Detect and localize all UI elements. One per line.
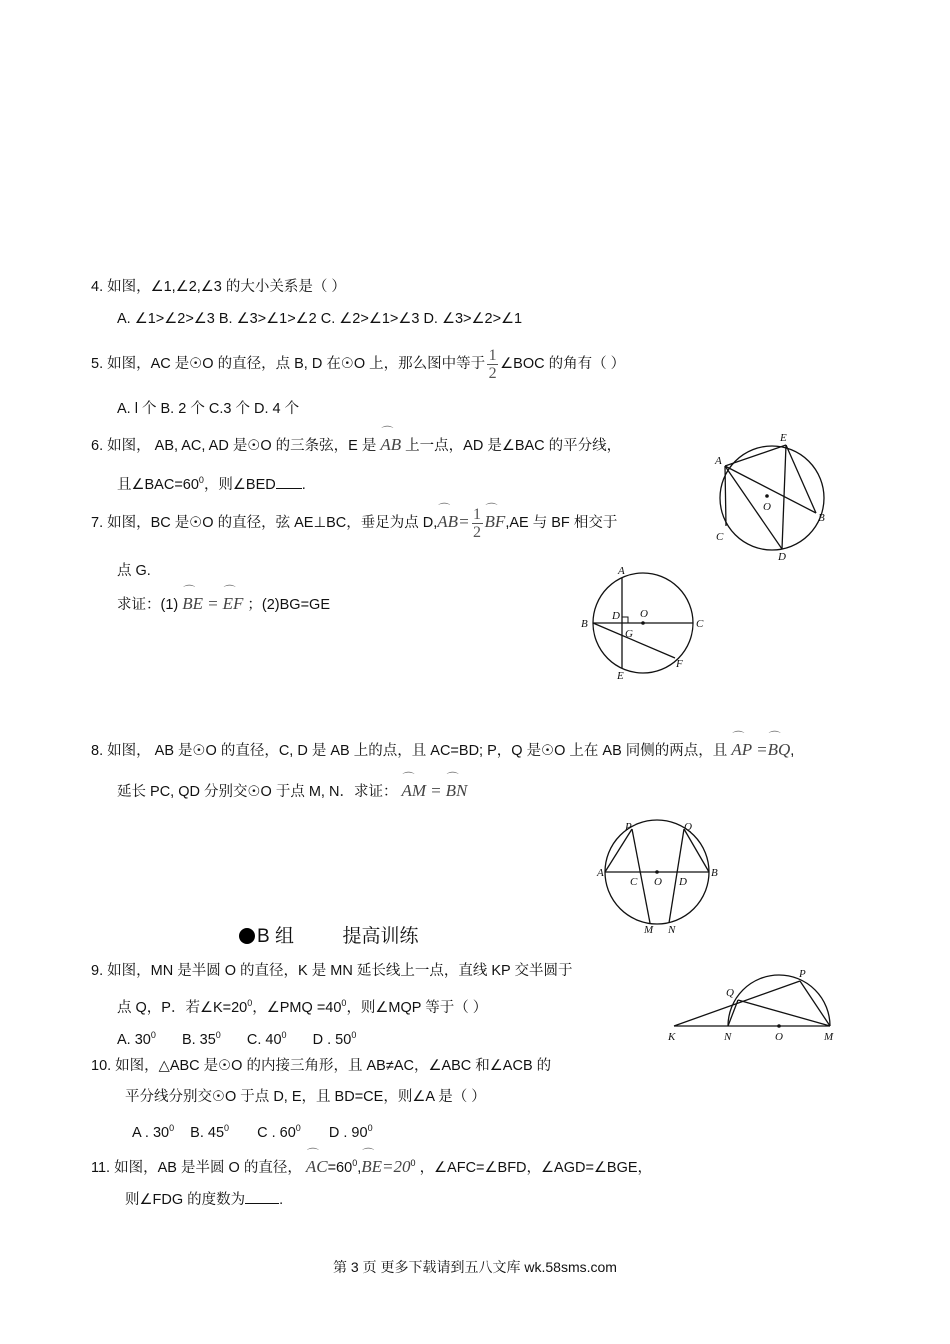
- q7-equals: =: [458, 512, 470, 531]
- q11-stem-c: ，∠AFC=∠BFD，∠AGD=∠BGE，: [419, 1159, 653, 1176]
- q9-line2-c: ，则∠MQP 等于（ ）: [346, 999, 488, 1016]
- q10-opt-d: D . 90: [328, 1124, 368, 1141]
- q9-stem: 9. 如图，MN 是半圆 O 的直径，K 是 MN 延长线上一点，直线 KP 交半圆于: [91, 963, 573, 979]
- page-footer: 第 3 页 更多下载请到五八文库 wk.58sms.com: [333, 1259, 617, 1275]
- q9-degree-2: 0: [341, 998, 347, 1008]
- q9-figure: [662, 962, 842, 1046]
- q11-degree-2: 0: [410, 1158, 416, 1168]
- q7-center-dot: [641, 621, 645, 625]
- q5-frac-den: 2: [488, 364, 497, 382]
- q8-line2-a: 延长 PC, QD 分别交☉O 于点 M, N．求证：: [117, 784, 398, 800]
- q6-chord-ad: [725, 466, 782, 549]
- q8-center-dot: [655, 870, 659, 874]
- q8-figure: [594, 818, 724, 936]
- q5-options: A. l 个 B. 2 个 C.3 个 D. 4 个: [117, 401, 300, 417]
- q5-stem: [91, 344, 625, 384]
- q8-label-p: P: [625, 821, 632, 833]
- q7-frac-num: 1: [473, 505, 482, 523]
- q7-right-angle: [622, 617, 628, 623]
- q7-label-f: F: [676, 658, 683, 670]
- q10-line2: 平分线分别交☉O 于点 D, E，且 BD=CE，则∠A 是（ ）: [125, 1089, 486, 1105]
- q7-arc-ef: ⌒ EF: [223, 594, 244, 614]
- q9-line2-b: ，∠PMQ =40: [252, 999, 342, 1016]
- q7-label-e: E: [617, 670, 624, 682]
- q11-stem: 11. 如图，AB 是半圆 O 的直径， ⌒ $AC=60^0,⌒$ $BE=20^0$ ，∠AFC=∠BFD，∠AGD=∠BGE，: [91, 1153, 652, 1178]
- q6-answer-blank[interactable]: [276, 474, 302, 489]
- q7-prove: [117, 594, 330, 615]
- q6-line2: [117, 470, 306, 495]
- q10-opt-a: A . 30: [132, 1124, 170, 1141]
- q8-label-q: Q: [684, 821, 692, 833]
- q10-opt-a-degree: 0: [169, 1123, 175, 1133]
- q9-semicircle: [728, 975, 830, 1026]
- q7-arc-bf: ⌒ BF: [485, 502, 506, 542]
- q7-equals-2: =: [207, 594, 219, 613]
- q7-chord-bf: [593, 623, 675, 658]
- q9-opt-c-degree: 0: [281, 1030, 287, 1040]
- q5-frac-num: 1: [488, 346, 497, 364]
- q11-line2: [125, 1189, 283, 1210]
- q7-arc-ab: ⌒ AB: [437, 502, 458, 542]
- q9-opt-d-degree: 0: [351, 1030, 357, 1040]
- q9-label-o: O: [775, 1031, 783, 1043]
- q7-label-d: D: [612, 610, 620, 622]
- q6-degree: 0: [198, 475, 204, 485]
- q10-opt-c-degree: 0: [295, 1123, 301, 1133]
- q9-opt-b: B. 35: [181, 1031, 216, 1048]
- q11-arc-ac: ⌒ AC: [306, 1157, 328, 1177]
- q7-line2: 点 G.: [117, 563, 151, 579]
- q7-label-b: B: [581, 618, 588, 630]
- q5-fraction: [487, 347, 498, 382]
- q7-prove-b: ；(2)BG=GE: [247, 597, 330, 613]
- q9-center-dot: [777, 1024, 781, 1028]
- q6-label-d: D: [778, 551, 786, 563]
- q4-options: A. ∠1>∠2>∠3 B. ∠3>∠1>∠2 C. ∠2>∠1>∠3 D. ∠3>∠2>∠1: [117, 311, 523, 327]
- q11-answer-blank[interactable]: [245, 1189, 279, 1204]
- q6-stem: [91, 435, 621, 456]
- q9-opt-b-degree: 0: [215, 1030, 221, 1040]
- q10-stem: 10. 如图，△ABC 是☉O 的内接三角形，且 AB≠AC，∠ABC 和∠ACB 的: [91, 1058, 552, 1074]
- section-b-heading: [239, 921, 419, 948]
- q11-arc-be: ⌒ BE: [361, 1157, 382, 1177]
- q8-label-n: N: [668, 924, 676, 936]
- q6-figure: [706, 428, 836, 568]
- q8-line2: [117, 781, 467, 802]
- q9-label-m: M: [824, 1031, 834, 1043]
- q9-opt-d: D . 50: [312, 1031, 352, 1048]
- q10-opt-d-degree: 0: [367, 1123, 373, 1133]
- q6-label-o: O: [763, 501, 771, 513]
- q11-line2-a: 则∠FDG 的度数为: [125, 1192, 246, 1208]
- q9-line2-a: 点 Q，P．若∠K=20: [117, 999, 248, 1016]
- q8-equals: =: [756, 740, 768, 759]
- q9-label-k: K: [668, 1031, 676, 1043]
- q9-label-n: N: [724, 1031, 732, 1043]
- q7-fraction: [472, 506, 483, 541]
- q7-frac-den: 2: [473, 523, 482, 541]
- q11-stem-a: 11. 如图，AB 是半圆 O 的直径，: [91, 1159, 302, 1176]
- q6-arc-ab: ⌒ AB: [380, 435, 401, 455]
- q6-label-e: E: [780, 432, 787, 444]
- q9-label-q: Q: [726, 987, 734, 999]
- q6-stem-b: 上一点，AD 是∠BAC 的平分线，: [405, 438, 622, 454]
- q8-stem: [91, 740, 794, 761]
- q5-stem-a: 5. 如图，AC 是☉O 的直径，点 B, D 在☉O 上，那么图中等于: [91, 356, 486, 372]
- q8-stem-b: ,: [790, 743, 795, 759]
- q8-arc-bn: ⌒ BN: [446, 781, 468, 801]
- q10-opt-b: B. 45: [190, 1124, 225, 1141]
- q8-arc-ap: ⌒ AP: [731, 740, 752, 760]
- q8-label-m: M: [644, 924, 654, 936]
- q9-degree-1: 0: [247, 998, 253, 1008]
- q4-stem: 4. 如图，∠1,∠2,∠3 的大小关系是（ ）: [91, 279, 346, 295]
- q5-stem-b: ∠BOC 的角有（ ）: [500, 356, 626, 372]
- q11-stem-b: =60: [327, 1159, 353, 1176]
- q7-prove-a: 求证：(1): [117, 597, 179, 613]
- q11-equals: =20: [382, 1156, 411, 1176]
- q6-line2-b: ，则∠BED: [203, 476, 276, 493]
- q8-label-a: A: [597, 867, 604, 879]
- q9-opt-c: C. 40: [246, 1031, 282, 1048]
- q8-arc-bq: ⌒ BQ: [768, 740, 791, 760]
- q9-opt-a-degree: 0: [150, 1030, 156, 1040]
- q11-line2-b: .: [279, 1192, 284, 1208]
- q6-label-c: C: [716, 531, 724, 543]
- q9-options: [117, 1025, 356, 1050]
- q9-opt-a: A. 30: [117, 1031, 151, 1048]
- q7-stem: [91, 502, 617, 543]
- q6-line2-c: .: [301, 476, 306, 493]
- q11-degree: 0: [352, 1158, 358, 1168]
- q7-label-o: O: [640, 608, 648, 620]
- q8-stem-a: 8. 如图， AB 是☉O 的直径，C, D 是 AB 上的点，且 AC=BD; P，Q 是☉O 上在 AB 同侧的两点，且: [91, 743, 728, 759]
- q6-line2-a: 且∠BAC=60: [117, 476, 199, 493]
- q7-stem-a: 7. 如图，BC 是☉O 的直径，弦 AE⊥BC，垂足为点 D,: [91, 515, 438, 531]
- q8-chord-bq: [684, 829, 709, 872]
- q6-label-b: B: [818, 512, 825, 524]
- q7-arc-be: ⌒ BE: [182, 594, 203, 614]
- q8-arc-am: ⌒ AM: [401, 781, 426, 801]
- q8-label-d: D: [679, 876, 687, 888]
- q9-label-p: P: [799, 968, 806, 980]
- q9-line2: [117, 993, 487, 1018]
- bullet-icon: [239, 928, 255, 944]
- q10-opt-b-degree: 0: [224, 1123, 230, 1133]
- section-b-group: B 组: [257, 926, 294, 947]
- q6-stem-a: 6. 如图， AB, AC, AD 是☉O 的三条弦，E 是: [91, 438, 377, 454]
- q9-chord-qm: [738, 1000, 830, 1026]
- q7-label-g: G: [625, 628, 633, 640]
- section-b-title: 提高训练: [342, 926, 419, 947]
- q8-label-c: C: [630, 876, 638, 888]
- q7-label-a: A: [618, 565, 625, 577]
- q10-opt-c: C . 60: [257, 1124, 296, 1141]
- q6-label-a: A: [715, 455, 722, 467]
- q8-label-b: B: [711, 867, 718, 879]
- q8-equals-2: =: [430, 781, 442, 800]
- q6-center-dot: [765, 494, 769, 498]
- q10-options: [132, 1118, 373, 1143]
- q7-stem-b: ,AE 与 BF 相交于: [505, 515, 618, 531]
- q7-label-c: C: [696, 618, 704, 630]
- q7-figure: [578, 564, 708, 684]
- q8-label-o: O: [654, 876, 662, 888]
